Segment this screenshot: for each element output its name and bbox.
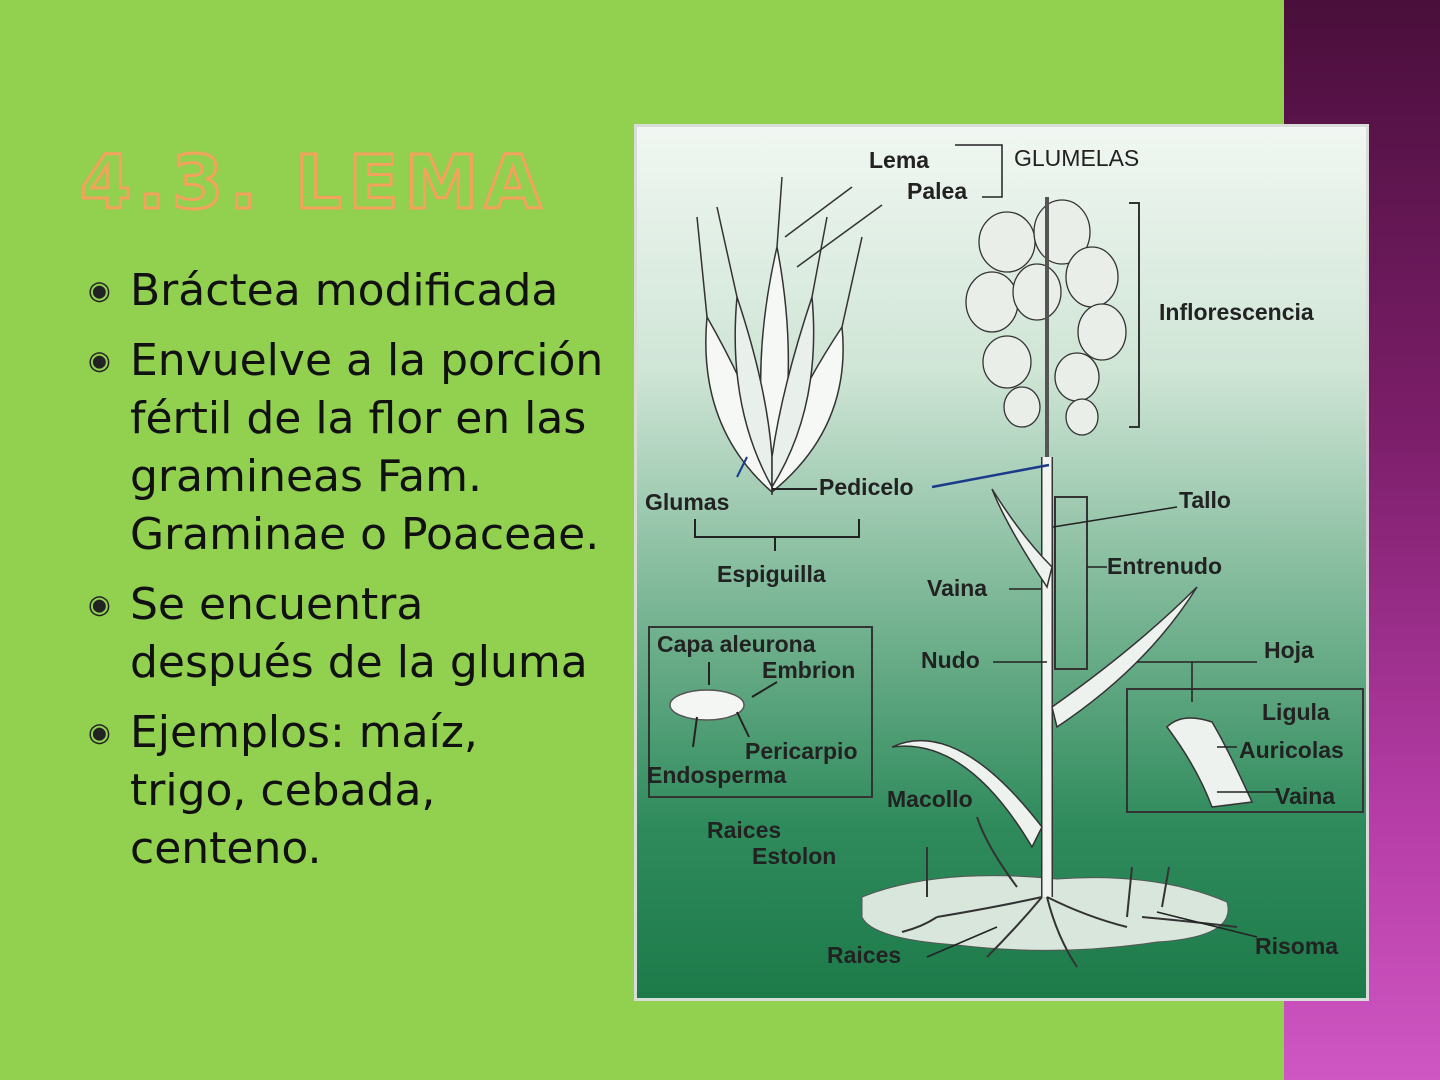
label-pericarpio: Pericarpio — [745, 738, 858, 764]
inflorescencia-bracket — [1129, 203, 1139, 427]
espiguilla-bracket — [695, 519, 859, 537]
bullet-item — [88, 704, 608, 878]
label-glumelas: GLUMELAS — [1014, 145, 1140, 171]
target-bullet-icon: ◉ — [88, 346, 111, 376]
label-embrion: Embrion — [762, 657, 856, 683]
bullet-text: Ejemplos: maíz, trigo, cebada, centeno. — [130, 707, 478, 874]
label-hoja: Hoja — [1264, 637, 1314, 663]
label-pedicelo: Pedicelo — [819, 474, 914, 500]
label-capa-aleurona: Capa aleurona — [657, 631, 816, 657]
label-raices-estolon: Raices — [707, 817, 782, 843]
label-espiguilla: Espiguilla — [717, 561, 826, 587]
label-vaina-detalle: Vaina — [1275, 783, 1336, 809]
bullet-item — [88, 332, 608, 564]
label-vaina: Vaina — [927, 575, 988, 601]
leaf-right — [1052, 587, 1197, 727]
grass-plant-diagram — [634, 124, 1369, 1001]
label-raices: Raices — [827, 942, 902, 968]
grain-drawing — [670, 690, 744, 720]
label-ligula: Ligula — [1262, 699, 1330, 725]
bullet-list — [88, 262, 608, 890]
label-macollo: Macollo — [887, 786, 973, 812]
bullet-text: Envuelve a la porción fértil de la flor en las gramineas Fam. Graminae o Poaceae. — [130, 335, 604, 560]
label-entrenudo: Entrenudo — [1107, 553, 1222, 579]
label-inflorescencia: Inflorescencia — [1159, 299, 1314, 325]
bullet-item — [88, 262, 608, 320]
target-bullet-icon: ◉ — [88, 590, 111, 620]
bullet-text: Bráctea modificada — [130, 265, 559, 316]
label-glumas: Glumas — [645, 489, 730, 515]
spikelet-drawing — [697, 177, 882, 495]
label-lema: Lema — [869, 147, 930, 173]
label-risoma: Risoma — [1255, 933, 1339, 959]
bullet-text: Se encuentra después de la gluma — [130, 579, 588, 688]
label-tallo: Tallo — [1179, 487, 1231, 513]
label-palea: Palea — [907, 178, 968, 204]
label-endosperma: Endosperma — [647, 762, 787, 788]
target-bullet-icon: ◉ — [88, 276, 111, 306]
label-estolon: Estolon — [752, 843, 837, 869]
target-bullet-icon: ◉ — [88, 718, 111, 748]
label-auricolas: Auricolas — [1239, 737, 1344, 763]
bullet-item — [88, 576, 608, 692]
label-nudo: Nudo — [921, 647, 980, 673]
slide-title: 4.3. LEMA — [80, 140, 548, 226]
